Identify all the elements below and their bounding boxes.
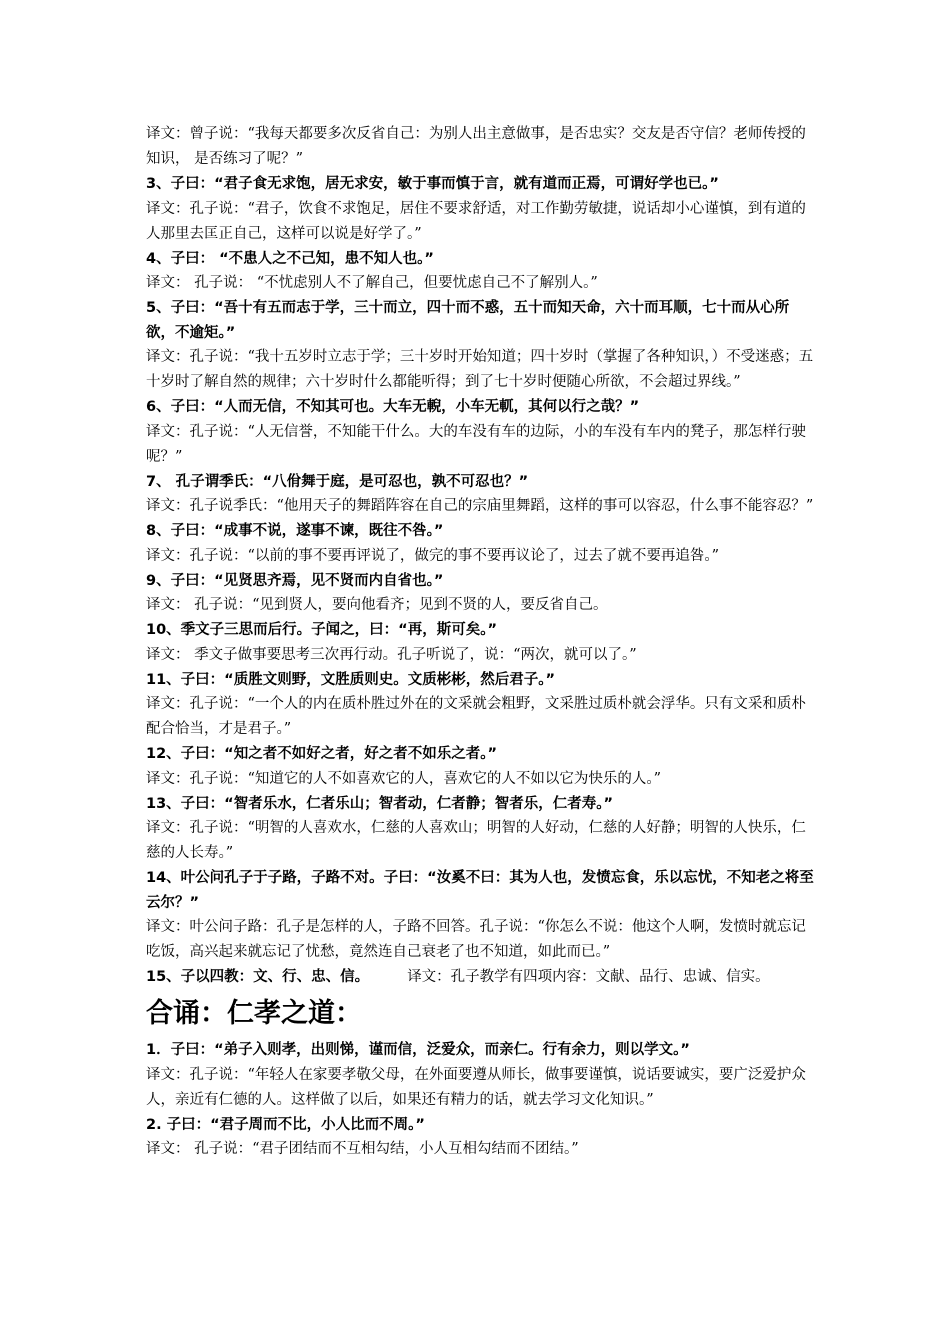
quote-12: 12、子曰：“知之者不如好之者，好之者不如乐之者。”	[146, 746, 497, 762]
quote-13: 13、子曰：“智者乐水，仁者乐山；智者动，仁者静；智者乐，仁者寿。”	[146, 795, 613, 812]
quote-7: 7、 孔子谓季氏：“八佾舞于庭，是可忍也，孰不可忍也？”	[146, 473, 529, 490]
quote-6: 6、子曰：“人而无信，不知其可也。大车无輗，小车无軏，其何以行之哉？”	[146, 399, 640, 415]
item-15-line	[146, 965, 816, 990]
translation-15: 译文：孔子教学有四项内容：文献、品行、忠诚、信实。	[407, 969, 770, 985]
document-page	[146, 122, 816, 1162]
translation-11: 译文：孔子说：“一个人的内在质朴胜过外在的文采就会粗野，文采胜过质朴就会浮华。只有文采和质朴配合恰当，才是君子。”	[146, 696, 806, 737]
passages-part-1	[146, 122, 816, 965]
translation-10: 译文： 季文子做事要思考三次再行动。孔子听说了，说：“两次，就可以了。”	[146, 646, 637, 663]
quote-11: 11、子曰：“质胜文则野，文胜质则史。文质彬彬，然后君子。”	[146, 671, 555, 688]
translation-4: 译文： 孔子说： “不忧虑别人不了解自己，但要忧虑自己不了解别人。”	[146, 275, 598, 291]
translation-b2: 译文： 孔子说：“君子团结而不互相勾结，小人互相勾结而不团结。”	[146, 1141, 579, 1157]
translation-3: 译文：孔子说：“君子，饮食不求饱足，居住不要求舒适，对工作勤劳敏捷，说话却小心谨慎，到有道的人那里去匡正自己，这样可以说是好学了。”	[146, 200, 806, 242]
translation-6: 译文：孔子说：“人无信誉，不知能干什么。大的车没有车的边际，小的车没有车内的凳子，那怎样行驶呢？”	[146, 423, 806, 465]
quote-15: 15、子以四教：文、行、忠、信。	[146, 969, 370, 985]
quote-3: 3、子曰：“君子食无求饱，居无求安，敏于事而慎于言，就有道而正焉，可谓好学也已。”	[146, 176, 719, 192]
translation-14: 译文：叶公问子路：孔子是怎样的人，子路不回答。孔子说：“你怎么不说：他这个人啊，发愤时就忘记吃饭，高兴起来就忘记了忧愁，竟然连自己衰老了也不知道，如此而已。”	[146, 919, 806, 960]
quote-14: 14、叶公问孔子于子路，子路不对。子曰：“汝奚不曰：其为人也，发愤忘食，乐以忘忧，不知老之将至云尔？”	[146, 870, 814, 911]
quote-10: 10、季文子三思而后行。子闻之，曰：“再，斯可矣。”	[146, 622, 497, 638]
translation-7: 译文：孔子说季氏：“他用天子的舞蹈阵容在自己的宗庙里舞蹈，这样的事可以容忍，什么事不能容忍？”	[146, 498, 814, 514]
section-title: 合诵：仁孝之道：	[146, 998, 362, 1029]
quote-b1: 1．子曰：“弟子入则孝，出则悌，谨而信，泛爱众，而亲仁。行有余力，则以学文。”	[146, 1042, 690, 1058]
quote-5: 5、子曰：“吾十有五而志于学，三十而立，四十而不惑，五十而知天命，六十而耳顺，七十而从心所欲，不逾矩。”	[146, 300, 790, 341]
quote-8: 8、子曰：“成事不说，遂事不谏，既往不咎。”	[146, 523, 444, 539]
translation-13: 译文：孔子说：“明智的人喜欢水，仁慈的人喜欢山；明智的人好动，仁慈的人好静；明智的人快乐，仁慈的人长寿。”	[146, 820, 806, 861]
quote-b2: 2. 子曰：“君子周而不比，小人比而不周。”	[146, 1116, 425, 1133]
translation-2: 译文：曾子说：“我每天都要多次反省自己：为别人出主意做事，是否忠实？交友是否守信？老师传授的知识， 是否练习了呢？”	[146, 126, 806, 167]
translation-12: 译文：孔子说：“知道它的人不如喜欢它的人，喜欢它的人不如以它为快乐的人。”	[146, 770, 662, 787]
translation-b1: 译文：孔子说：“年轻人在家要孝敬父母，在外面要遵从师长，做事要谨慎，说话要诚实，要广泛爱护众人，亲近有仁德的人。这样做了以后，如果还有精力的话，就去学习文化知识。”	[146, 1066, 806, 1108]
translation-8: 译文：孔子说：“以前的事不要再评说了，做完的事不要再议论了，过去了就不要再追咎。”	[146, 547, 720, 564]
translation-9: 译文： 孔子说：“见到贤人，要向他看齐；见到不贤的人，要反省自己。	[146, 597, 608, 613]
quote-9: 9、子曰：“见贤思齐焉，见不贤而内自省也。”	[146, 572, 444, 589]
passages-part-2	[146, 1038, 816, 1162]
quote-4: 4、子曰： “不患人之不己知，患不知人也。”	[146, 250, 434, 267]
translation-5: 译文：孔子说：“我十五岁时立志于学；三十岁时开始知道；四十岁时（掌握了各种知识，）不受迷惑；五十岁时了解自然的规律；六十岁时什么都能听得；到了七十岁时便随心所欲，不会超过界线。”	[146, 349, 814, 390]
